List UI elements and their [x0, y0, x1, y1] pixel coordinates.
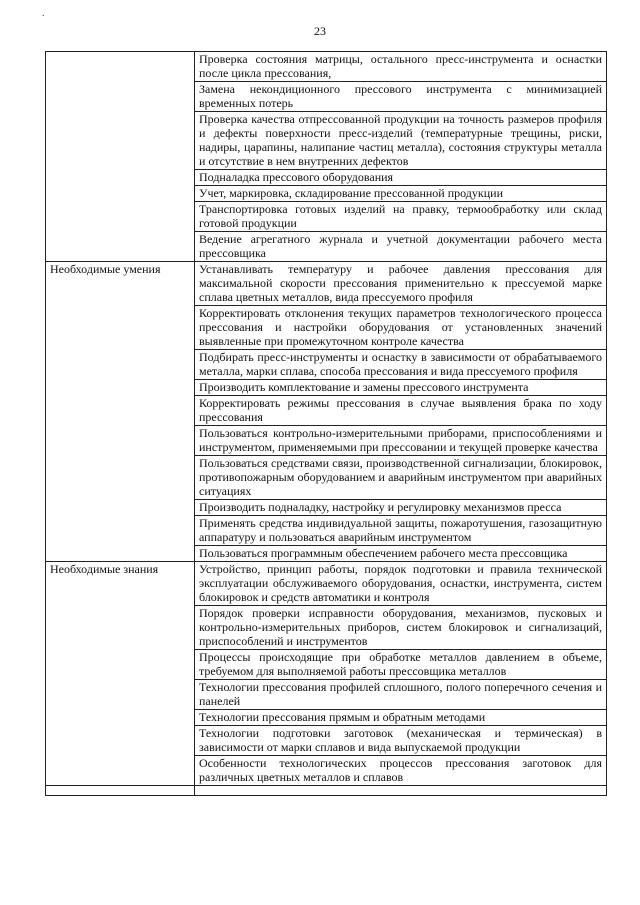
table-cell: Порядок проверки исправности оборудования, механизмов, пусковых и контрольно-измерительных приборов, систем блокировок и сигнализаций, приспособлений и инструментов	[195, 606, 607, 650]
row-label-knowledge: Необходимые знания	[50, 562, 159, 576]
row-label-cell	[46, 262, 195, 562]
table-cell: Проверка состояния матрицы, остального пресс-инструмента и оснастки после цикла прессования,	[195, 52, 607, 82]
table-cell: Транспортировка готовых изделий на правку, термообработку или склад готовой продукции	[195, 202, 607, 232]
page-number: 23	[314, 24, 326, 38]
table-row	[46, 52, 607, 82]
table-cell: Производить подналадку, настройку и регулировку механизмов пресса	[195, 500, 607, 516]
table-row	[46, 562, 607, 606]
table-cell: Технологии прессования профилей сплошного, полого поперечного сечения и панелей	[195, 680, 607, 710]
table-cell: Замена некондиционного прессового инструмента с минимизацией временных потерь	[195, 82, 607, 112]
table-cell-empty	[195, 786, 607, 796]
row-label-cell	[46, 52, 195, 262]
table-cell: Корректировать режимы прессования в случае выявления брака по ходу прессования	[195, 396, 607, 426]
table-cell-empty	[46, 786, 195, 796]
table-row	[46, 262, 607, 306]
table-cell: Технологии подготовки заготовок (механическая и термическая) в зависимости от марки сплавов и вида выпускаемой продукции	[195, 726, 607, 756]
table-cell: Технологии прессования прямым и обратным методами	[195, 710, 607, 726]
table-row-empty	[46, 786, 607, 796]
row-label-skills: Необходимые умения	[50, 262, 161, 276]
table-cell: Применять средства индивидуальной защиты, пожаротушения, газозащитную аппаратуру и пользоваться аварийным инструментом	[195, 516, 607, 546]
competency-table	[45, 51, 607, 796]
table-cell: Пользоваться средствами связи, производственной сигнализации, блокировок, противопожарным оборудованием и аварийным инструментом при аварийных ситуациях	[195, 456, 607, 500]
table-cell: Пользоваться программным обеспечением рабочего места прессовщика	[195, 546, 607, 562]
table-cell: Производить комплектование и замены прессового инструмента	[195, 380, 607, 396]
table-cell: Учет, маркировка, складирование прессованной продукции	[195, 186, 607, 202]
scan-dot-mark: .	[42, 8, 45, 19]
table-cell: Особенности технологических процессов прессования заготовок для различных цветных металлов и сплавов	[195, 756, 607, 786]
table-cell: Подналадка прессового оборудования	[195, 170, 607, 186]
table-cell: Пользоваться контрольно-измерительными приборами, приспособлениями и инструментом, применяемыми при прессовании и текущей проверке качества	[195, 426, 607, 456]
table-cell: Устанавливать температуру и рабочее давления прессования для максимальной скорости прессования применительно к прессуемой марке сплава цветных металлов, вида прессуемого профиля	[195, 262, 607, 306]
table-cell: Подбирать пресс-инструменты и оснастку в зависимости от обрабатываемого металла, марки сплава, способа прессования и вида прессуемого профиля	[195, 350, 607, 380]
table-cell: Процессы происходящие при обработке металлов давлением в объеме, требуемом для выполняемой работы прессовщика металлов	[195, 650, 607, 680]
table-cell: Ведение агрегатного журнала и учетной документации рабочего места прессовщика	[195, 232, 607, 262]
table-cell: Проверка качества отпрессованной продукции на точность размеров профиля и дефекты поверхности пресс-изделий (температурные трещины, риски, надиры, царапины, налипание частиц металла), состояния структуры металла и отсутствие в нем внутренних дефектов	[195, 112, 607, 170]
table-cell: Устройство, принцип работы, порядок подготовки и правила технической эксплуатации обслуживаемого оборудования, оснастки, инструмента, систем блокировок и средств автоматики и контроля	[195, 562, 607, 606]
table-cell: Корректировать отклонения текущих параметров технологического процесса прессования и настройки оборудования от установленных значений выявленные при промежуточном контроле качества	[195, 306, 607, 350]
row-label-cell	[46, 562, 195, 786]
